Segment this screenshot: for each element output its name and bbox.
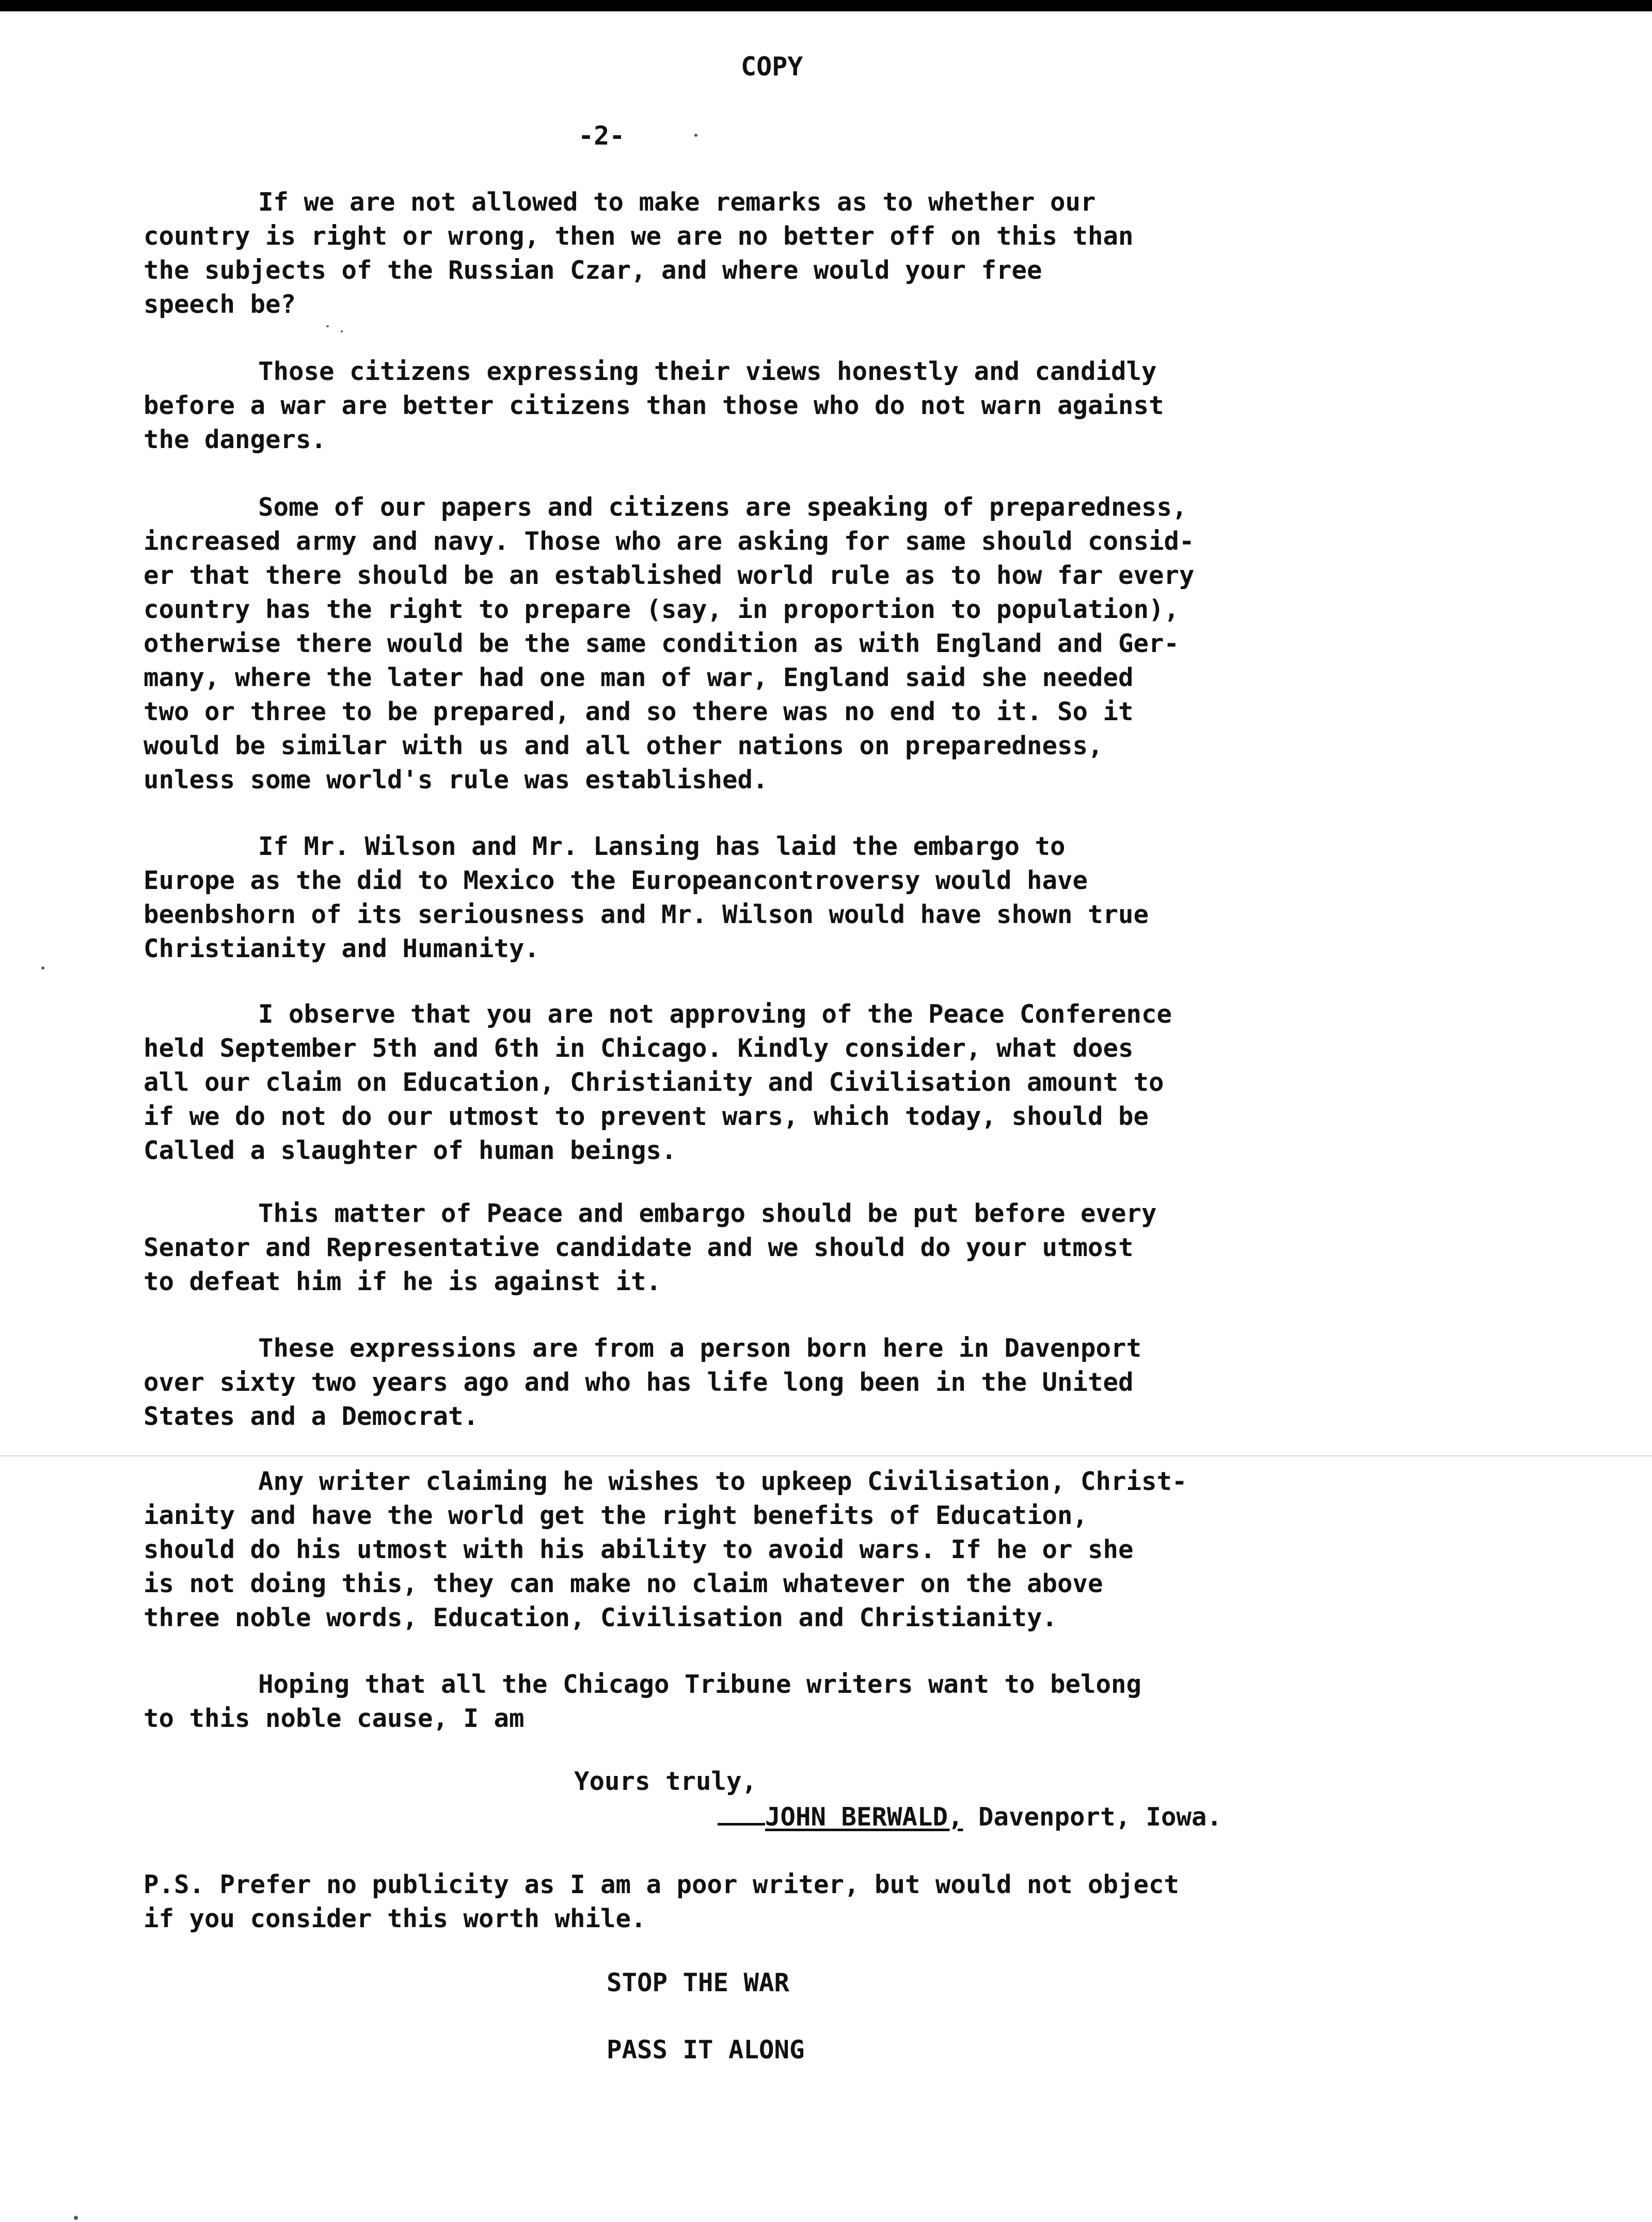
signature-name: JOHN BERWALD,: [765, 1802, 963, 1832]
copy-label: COPY: [741, 52, 803, 82]
closing: Yours truly,: [574, 1767, 757, 1796]
scan-speck: [326, 325, 329, 327]
paragraph-line: country is right or wrong, then we are no better off on this than: [144, 221, 1134, 251]
paragraph-line: Those citizens expressing their views honestly and candidly: [258, 357, 1157, 386]
paragraph-line: These expressions are from a person born here in Davenport: [258, 1334, 1142, 1363]
paragraph-line: if we do not do our utmost to prevent wars, which today, should be: [144, 1102, 1149, 1131]
paragraph-line: Some of our papers and citizens are speaking of preparedness,: [258, 493, 1187, 522]
scan-fold-line: [0, 1455, 1652, 1456]
paragraph-line: the subjects of the Russian Czar, and where would your free: [144, 256, 1042, 285]
paragraph-line: over sixty two years ago and who has life long been in the United: [144, 1368, 1134, 1397]
paragraph-line: is not doing this, they can make no claim whatever on the above: [144, 1569, 1103, 1598]
paragraph-line: should do his utmost with his ability to avoid wars. If he or she: [144, 1535, 1134, 1564]
postscript: [144, 1868, 1465, 1936]
paragraph-candidates: [144, 1197, 1465, 1299]
paragraph-line: If Mr. Wilson and Mr. Lansing has laid the embargo to: [258, 832, 1066, 861]
paragraph-line: Hoping that all the Chicago Tribune writers want to belong: [258, 1670, 1142, 1699]
paragraph-line: I observe that you are not approving of the Peace Conference: [258, 999, 1172, 1029]
slogan-pass-it-along: PASS IT ALONG: [607, 2035, 805, 2065]
paragraph-line: country has the right to prepare (say, in proportion to population),: [144, 595, 1180, 624]
paragraph-line: Called a slaughter of human beings.: [144, 1136, 677, 1165]
slogan-stop-the-war: STOP THE WAR: [607, 1968, 790, 1997]
paragraph-line: would be similar with us and all other nations on preparedness,: [144, 731, 1103, 760]
paragraph-line: three noble words, Education, Civilisation and Christianity.: [144, 1603, 1058, 1632]
scan-speck: [341, 330, 343, 332]
postscript-line: P.S. Prefer no publicity as I am a poor writer, but would not object: [144, 1870, 1180, 1899]
paragraph-line: many, where the later had one man of war, England said she needed: [144, 663, 1134, 692]
paragraph-preparedness: [144, 490, 1465, 797]
page-number: -2-: [578, 121, 625, 151]
paragraph-embargo: [144, 830, 1465, 966]
paragraph-line: before a war are better citizens than those who do not warn against: [144, 391, 1164, 420]
paragraph-free-speech: [144, 185, 1465, 322]
paragraph-line: Any writer claiming he wishes to upkeep Civilisation, Christ-: [258, 1467, 1187, 1496]
paragraph-hoping: [144, 1668, 1465, 1736]
scan-speck: [41, 966, 44, 970]
paragraph-line: speech be?: [144, 290, 296, 319]
paragraph-citizens: [144, 355, 1465, 457]
paragraph-line: Europe as the did to Mexico the Europeancontroversy would have: [144, 866, 1088, 895]
paragraph-line: If we are not allowed to make remarks as to whether our: [258, 187, 1096, 217]
document-page: [0, 11, 1652, 2222]
paragraph-line: to defeat him if he is against it.: [144, 1267, 662, 1296]
paragraph-line: This matter of Peace and embargo should be put before every: [258, 1199, 1157, 1228]
paragraph-line: Senator and Representative candidate and we should do your utmost: [144, 1233, 1134, 1262]
scan-speck: [694, 134, 697, 137]
paragraph-line: to this noble cause, I am: [144, 1704, 525, 1733]
paragraph-line: held September 5th and 6th in Chicago. Kindly consider, what does: [144, 1034, 1134, 1063]
paragraph-line: two or three to be prepared, and so there was no end to it. So it: [144, 697, 1134, 726]
paragraph-line: increased army and navy. Those who are asking for same should consid-: [144, 527, 1195, 556]
paragraph-line: Christianity and Humanity.: [144, 934, 540, 963]
scan-speck: [74, 2216, 78, 2220]
paragraph-line: the dangers.: [144, 425, 327, 454]
signature-location: Davenport, Iowa.: [978, 1802, 1222, 1832]
paragraph-peace-conference: [144, 997, 1465, 1168]
paragraph-line: er that there should be an established world rule as to how far every: [144, 561, 1195, 590]
paragraph-author-origin: [144, 1331, 1465, 1434]
paragraph-line: otherwise there would be the same condition as with England and Ger-: [144, 629, 1180, 658]
paragraph-line: all our claim on Education, Christianity and Civilisation amount to: [144, 1068, 1164, 1097]
signature-underline: [718, 1800, 765, 1826]
paragraph-line: ianity and have the world get the right benefits of Education,: [144, 1501, 1088, 1530]
paragraph-writers: [144, 1465, 1465, 1635]
paragraph-line: beenbshorn of its seriousness and Mr. Wilson would have shown true: [144, 900, 1149, 929]
postscript-line: if you consider this worth while.: [144, 1904, 646, 1933]
paragraph-line: unless some world's rule was established.: [144, 765, 768, 795]
signature-line: [718, 1800, 1222, 1832]
paragraph-line: States and a Democrat.: [144, 1402, 479, 1431]
